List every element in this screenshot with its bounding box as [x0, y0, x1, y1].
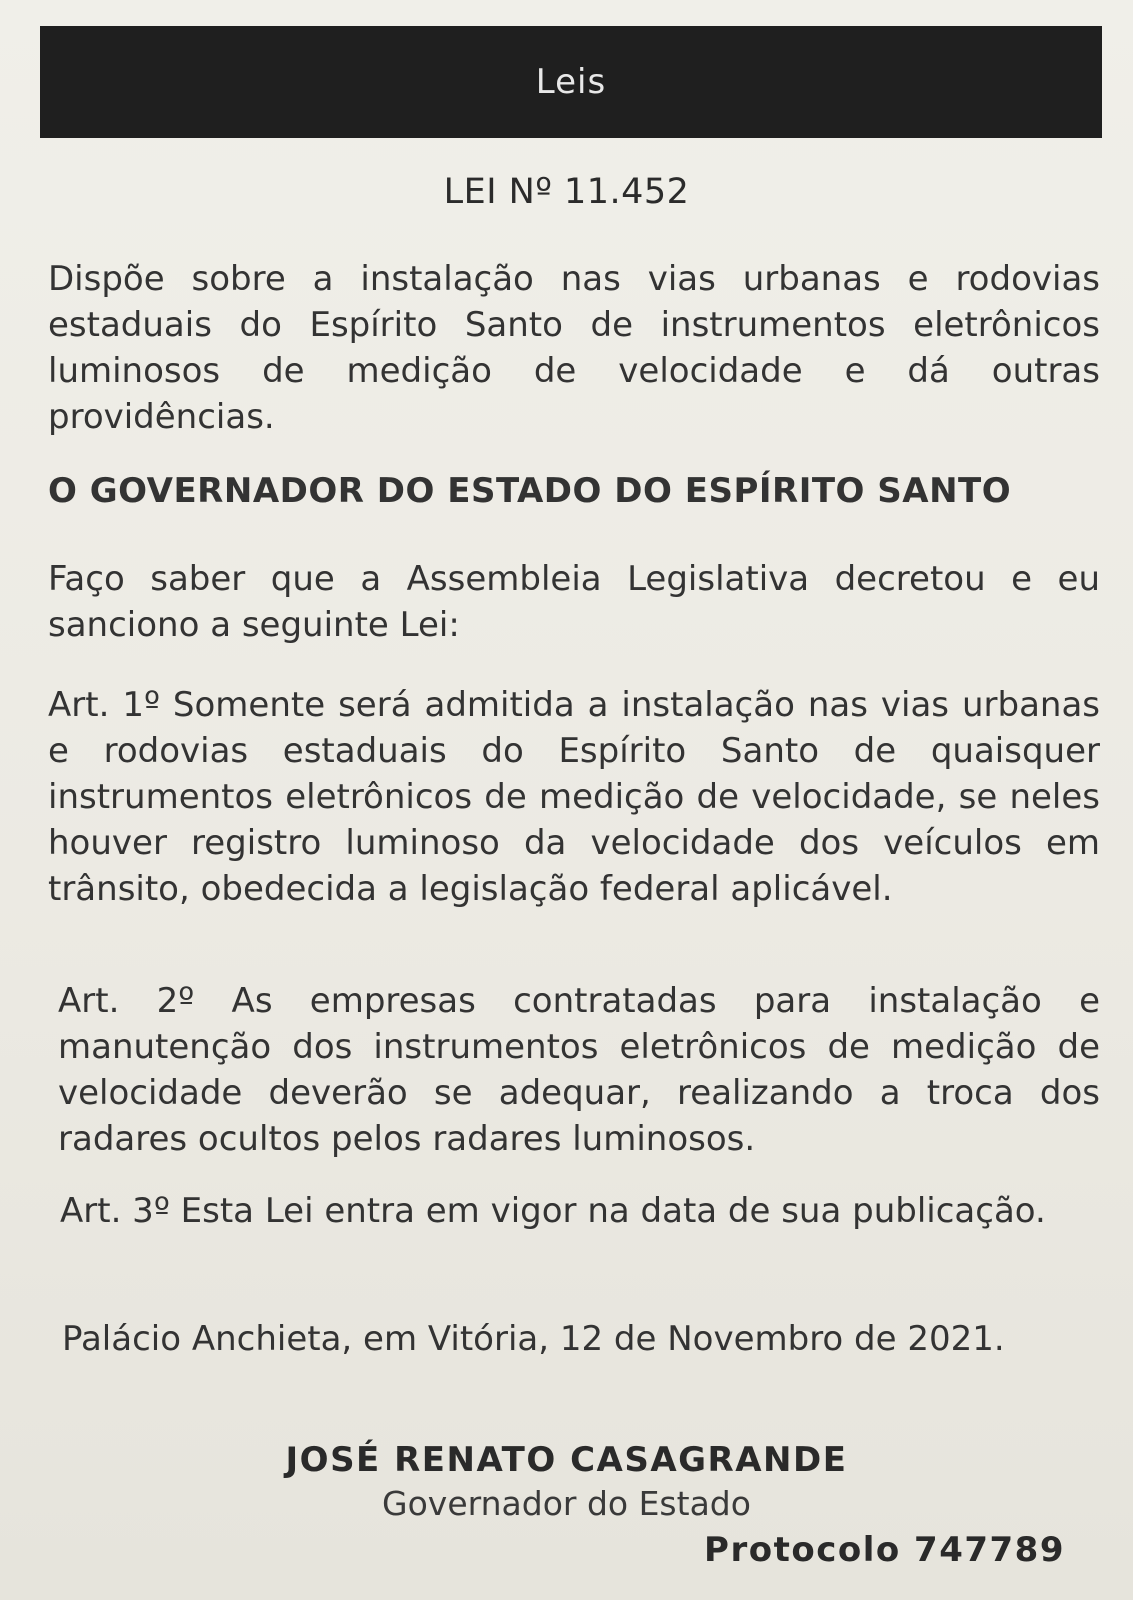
governor-heading: O GOVERNADOR DO ESTADO DO ESPÍRITO SANTO [48, 471, 1012, 511]
section-title: Leis [535, 62, 607, 102]
article-1: Art. 1º Somente será admitida a instalação nas vias urbanas e rodovias estaduais do Espírito Santo de quaisquer instrumentos eletrônicos de medição de velocidade, se neles houver registro luminoso da velocidade dos veículos em trânsito, obedecida a legislação federal aplicável. [48, 685, 1100, 909]
law-number: LEI Nº 11.452 [443, 172, 690, 212]
law-ementa: Dispõe sobre a instalação nas vias urbanas e rodovias estaduais do Espírito Santo de instrumentos eletrônicos luminosos de medição de velocidade e dá outras providências. [48, 259, 1100, 437]
article-3: Art. 3º Esta Lei entra em vigor na data de sua publicação. [60, 1191, 1046, 1231]
article-2: Art. 2º As empresas contratadas para instalação e manutenção dos instrumentos eletrônicos de medição de velocidade deverão se adequar, realizando a troca dos radares ocultos pelos radares luminosos. [58, 981, 1100, 1159]
protocol-number: Protocolo 747789 [704, 1530, 1065, 1570]
signer-name: JOSÉ RENATO CASAGRANDE [285, 1440, 848, 1480]
enactment-clause: Faço saber que a Assembleia Legislativa decretou e eu sanciono a seguinte Lei: [48, 559, 1100, 645]
place-and-date: Palácio Anchieta, em Vitória, 12 de Novembro de 2021. [62, 1319, 1005, 1359]
section-header-bar [40, 26, 1102, 138]
signer-title: Governador do Estado [382, 1484, 751, 1523]
